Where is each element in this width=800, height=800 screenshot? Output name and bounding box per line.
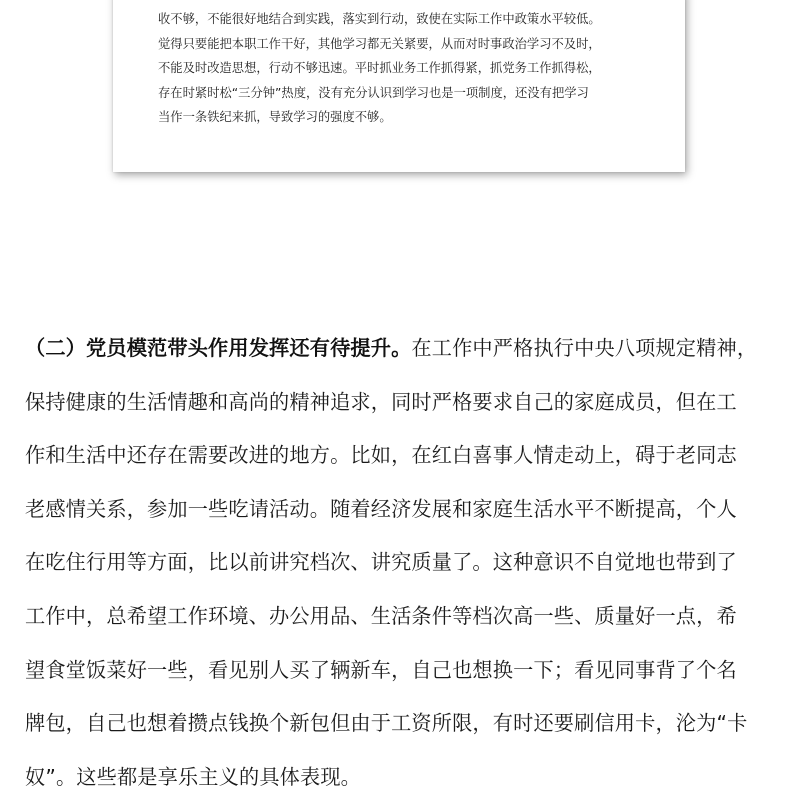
paragraph-line: 老感情关系，参加一些吃请活动。随着经济发展和家庭生活水平不断提高，个人 — [25, 496, 737, 521]
paragraph-text: 在工作中严格执行中央八项规定精神， — [411, 336, 758, 360]
paragraph-line: 在吃住行用等方面，比以前讲究档次、讲究质量了。这种意识不自觉地也带到了 — [25, 550, 737, 575]
excerpt-line: 觉得只要能把本职工作干好，其他学习都无关紧要，从而对时事政治学习不及时， — [158, 36, 601, 51]
paragraph-line: 保持健康的生活情趣和高尚的精神追求，同时严格要求自己的家庭成员，但在工 — [25, 389, 737, 414]
excerpt-text-block — [158, 7, 678, 130]
section-heading: （二）党员模范带头作用发挥还有待提升。 — [25, 336, 412, 360]
excerpt-line: 不能及时改造思想，行动不够迅速。平时抓业务工作抓得紧，抓党务工作抓得松， — [158, 61, 601, 75]
embedded-document-excerpt — [113, 0, 685, 172]
excerpt-line: 存在时紧时松“三分钟”热度，没有充分认识到学习也是一项制度，还没有把学习 — [158, 85, 589, 100]
paragraph-line: 作和生活中还存在需要改进的地方。比如，在红白喜事人情走动上，碍于老同志 — [25, 443, 737, 468]
excerpt-line: 当作一条铁纪来抓，导致学习的强度不够。 — [158, 110, 392, 124]
paragraph-line: 奴”。这些都是享乐主义的具体表现。 — [25, 764, 362, 789]
paragraph-line: 工作中，总希望工作环境、办公用品、生活条件等档次高一些、质量好一点，希 — [25, 603, 737, 628]
paragraph-first-line — [25, 322, 785, 376]
excerpt-line: 收不够，不能很好地结合到实践，落实到行动，致使在实际工作中政策水平较低。 — [158, 12, 601, 26]
body-paragraph — [25, 322, 785, 800]
paragraph-line: 望食堂饭菜好一些，看见别人买了辆新车，自己也想换一下；看见同事背了个名 — [25, 657, 737, 682]
paragraph-line: 牌包，自己也想着攒点钱换个新包但由于工资所限，有时还要刷信用卡，沦为“卡 — [25, 711, 748, 736]
